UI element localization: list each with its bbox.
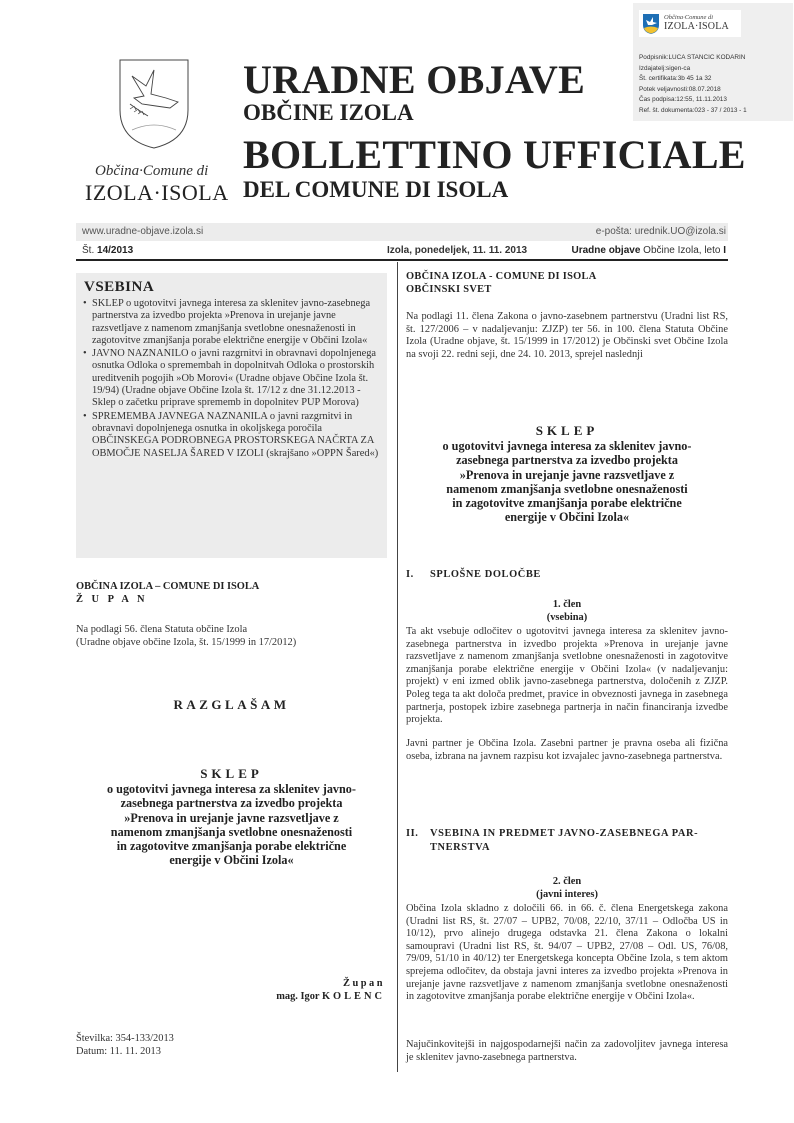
table-of-contents: [76, 273, 387, 558]
issuer: Izdajatelj:sigen-ca: [639, 64, 691, 72]
document-reference: Ref. št. dokumenta:023 - 37 / 2013 - 1: [639, 106, 747, 114]
stamp-logo-line1: Občina·Comune di: [664, 13, 714, 21]
right-issuer-line2: OBČINSKI SVET: [406, 284, 492, 295]
right-issuer: [406, 270, 597, 296]
right-sklep-subject: [410, 439, 724, 525]
sklep-line: energije v Občini Izola«: [504, 510, 630, 525]
publication-name: Uradne objave: [571, 245, 641, 256]
article-2-paragraph-2: Najučinkovitejši in najgospodarnejši način za zadovoljitev javnega interesa je sklenitev javno-zasebnega partnerstva.: [406, 1039, 728, 1063]
sklep-line: in zagotovitve zmanjšanja porabe električne: [452, 496, 682, 511]
sklep-line: namenom zmanjšanja svetlobne onesnaženosti: [110, 824, 353, 839]
toc-item[interactable]: • SKLEP o ugotovitvi javnega interesa za sklenitev javno-zasebnega partnerstva za izvedbo projekta »Prenova in urejanje javne razsvetljave z namenom zmanjšanja svetlobne onesnaženosti in zagotovitve zmanjšanja porabe električne energije v Občini Izola«: [82, 298, 380, 347]
toc-heading: VSEBINA: [84, 279, 155, 295]
publication-year: I: [723, 245, 726, 256]
digital-signature-stamp: [633, 3, 793, 121]
column-divider: [397, 262, 398, 1072]
left-sklep-title: SKLEP: [200, 766, 263, 781]
proclamation-heading: RAZGLAŠAM: [173, 697, 290, 712]
toc-list: [82, 298, 380, 461]
article-title: (javni interes): [536, 888, 598, 900]
sklep-line: »Prenova in urejanje javne razsvetljave z: [124, 810, 339, 825]
signature-details: [639, 53, 747, 116]
section-heading-2: [406, 827, 728, 855]
section-number: I.: [406, 569, 414, 580]
sklep-line: energije v Občini Izola«: [169, 853, 294, 868]
article-2-heading: [406, 876, 728, 901]
article-1-paragraph-2: Javni partner je Občina Izola. Zasebni partner je pravna oseba ali fizična oseba, izbrana na javnem razpisu kot izvajalec javno-zasebnega partnerstva.: [406, 738, 728, 762]
article-1-heading: [406, 599, 728, 624]
signer-name: [276, 991, 385, 1002]
section-title-a: VSEBINA IN PREDMET JAVNO-ZASEBNEGA PAR-: [430, 828, 699, 839]
document-reference-block: [76, 1033, 174, 1058]
sklep-line: o ugotovitvi javnega interesa za sklenitev javno-: [107, 782, 356, 796]
article-1-paragraph-1: Ta akt vsebuje odločitev o ugotovitvi javnega interesa za sklenitev javno-zasebnega partnerstva in izvedbo projekta »Prenova in urejanje javne razsvetljave z namenom zmanjšanja svetlobne onesnaženosti in zagotovitve zmanjšanja porabe električne energije v Občini Izola« (v nadaljevanju: projekt) v eni izmed oblik javno-zasebnega partnerstva, določenih z ZJZP. Poleg tega ta akt določa predmet, pravice in obveznosti javnega in zasebnega partnerja, postopek izbire zasebnega partnerja in način financiranja izvedbe projekta.: [406, 626, 728, 726]
article-title: (vsebina): [546, 611, 588, 623]
issue-value: 14/2013: [97, 245, 134, 256]
section-heading-1: [406, 568, 728, 582]
section-title-b: TNERSTVA: [430, 842, 491, 853]
right-sklep-title: SKLEP: [535, 423, 599, 438]
legal-basis-line2: (Uradne objave občine Izola, št. 15/1999 in 17/2012): [76, 636, 297, 648]
left-issuer: [76, 580, 259, 606]
section-number: II.: [406, 828, 419, 839]
right-preamble: Na podlagi 11. člena Zakona o javno-zasebnem partnerstvu (Uradni list RS, št. 127/2006 – v nadaljevanju: ZJZP) ter 56. in 100. člena Statuta Občine Izola (Uradne objave, št. 15/1999 in 17/2012) je Občinski svet Občine Izola na svoji 22. redni seji, dne 24. 10. 2013, sprejel naslednji: [406, 311, 728, 360]
left-issuer-line1: OBČINA IZOLA – COMUNE DI ISOLA: [76, 581, 260, 592]
publication-info: [571, 245, 726, 256]
signer-title: Župan: [343, 978, 385, 989]
municipality-crest-icon: [642, 13, 660, 35]
document-date: Datum: 11. 11. 2013: [76, 1045, 161, 1057]
section-title: SPLOŠNE DOLOČBE: [430, 569, 541, 580]
article-number: 2. člen: [552, 876, 582, 887]
validity: Potek veljavnosti:08.07.2018: [639, 85, 721, 93]
left-sklep-subject: [80, 782, 383, 868]
masthead-subtitle-sl: OBČINE IZOLA: [243, 100, 414, 125]
issue-label: Št.: [82, 245, 95, 256]
sklep-line: in zagotovitve zmanjšanja porabe električne: [116, 839, 347, 854]
stamp-logo-line2: IZOLA·ISOLA: [664, 21, 729, 33]
crest-text-line1: Občina·Comune di: [95, 163, 209, 179]
sklep-line: »Prenova in urejanje javne razsvetljave z: [459, 467, 675, 482]
masthead-title-it: BOLLETTINO UFFICIALE: [243, 132, 746, 177]
contact-bar: [76, 223, 728, 241]
sklep-line: namenom zmanjšanja svetlobne onesnaženosti: [446, 481, 688, 496]
dove-crest-icon: [118, 58, 190, 150]
sklep-line: o ugotovitvi javnega interesa za sklenitev javno-: [442, 439, 692, 453]
toc-item[interactable]: • SPREMEMBA JAVNEGA NAZNANILA o javni razgrnitvi in obravnavi dopolnjenega osnutka in okoljskega poročila OBČINSKEGA PODROBNEGA PROSTORSKEGA NAČRTA ZA OBMOČJE NASELJA ŠARED V IZOLI (skrajšano »OPPN Šared«): [82, 411, 380, 460]
stamp-logo: [639, 10, 741, 37]
certificate-number: Št. certifikata:3b 45 1a 32: [639, 75, 712, 82]
email-link[interactable]: e-pošta: urednik.UO@izola.si: [595, 226, 726, 237]
left-legal-basis: [76, 624, 296, 649]
sklep-line: zasebnega partnerstva za izvedbo projekta: [456, 453, 678, 468]
issue-number: [82, 245, 133, 256]
issue-date: Izola, ponedeljek, 11. 11. 2013: [387, 245, 528, 256]
toc-item[interactable]: • JAVNO NAZNANILO o javni razgrnitvi in obravnavi dopolnjenega osnutka Odloka o spremembah in dopolnitvah Odloka o prostorskih ureditvenih pogojih »Ob Morovi« (Uradne objave Občine Izola št. 19/94) (Uradne objave Občine Izola št. 17/12 z dne 31.12.2013 - Sklep o začetku priprave sprememb in dopolnitev PUP Morova): [82, 348, 380, 409]
masthead-title-sl: URADNE OBJAVE: [243, 57, 586, 102]
crest-text-line2: IZOLA·ISOLA: [85, 180, 229, 205]
article-2-paragraph-1: Občina Izola skladno z določili 66. in 66. č. člena Energetskega zakona (Uradni list RS, št. 27/07 – UPB2, 70/08, 22/10, 37/11 – Odločba US in 10/12), prvo alinejo drugega odstavka 21. člena Zakona o lokalni samoupravi (Uradni list RS, št. 94/07 – UPB2, 27/08 – Odl. US, 76/08, 79/09, 51/10 in 40/12) ter Energetskega koncepta Občine Izola, s tem aktom sprejema odločitev, da obstaja javni interes za izvedbo projekta »Prenova in urejanje javne razsvetljave z namenom zmanjšanja svetlobne onesnaženosti in zagotovitve zmanjšanja porabe električne energije v Občini Izola«.: [406, 903, 728, 1003]
sklep-line: zasebnega partnerstva za izvedbo projekta: [120, 796, 343, 811]
signer-surname: KOLENC: [321, 991, 385, 1002]
issue-bar: [76, 243, 728, 261]
article-number: 1. člen: [552, 599, 582, 610]
signer-prefix: mag. Igor: [276, 991, 320, 1002]
right-issuer-line1: OBČINA IZOLA - COMUNE DI ISOLA: [406, 271, 597, 282]
publication-rest: Občine Izola, leto: [643, 245, 721, 256]
masthead-subtitle-it: DEL COMUNE DI ISOLA: [243, 177, 509, 202]
website-link[interactable]: www.uradne-objave.izola.si: [82, 226, 204, 237]
legal-basis-line1: Na podlagi 56. člena Statuta občine Izola: [76, 624, 248, 635]
signing-time: Čas podpisa:12:55, 11.11.2013: [639, 96, 727, 103]
left-issuer-line2: Ž U P A N: [76, 594, 148, 605]
signer: Podpisnik:LUCA STANCIC KODARIN: [639, 54, 746, 61]
document-number: Številka: 354-133/2013: [76, 1033, 174, 1044]
